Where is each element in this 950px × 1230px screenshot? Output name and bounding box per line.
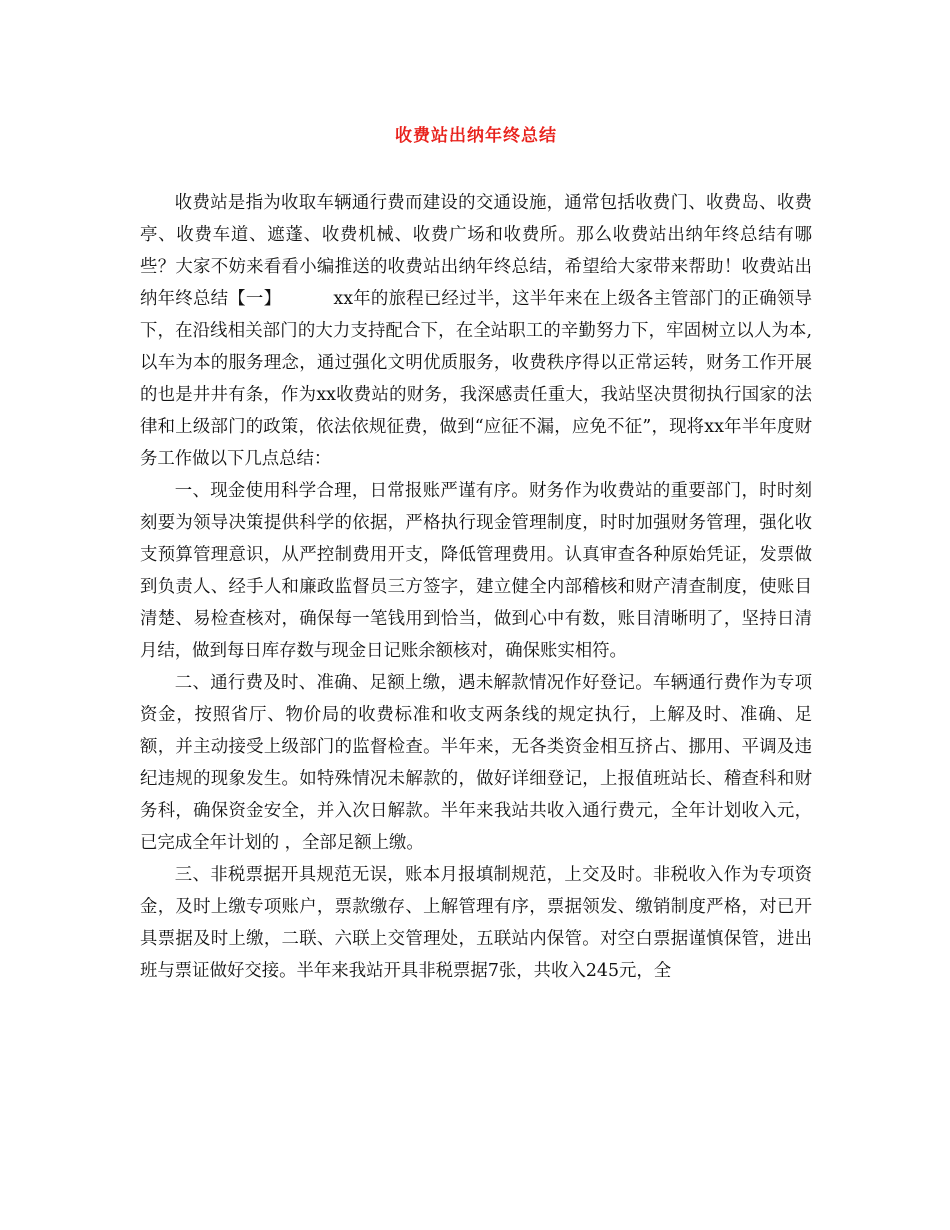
intro-paragraph bbox=[140, 187, 812, 475]
point-1-paragraph: 一、现金使用科学合理，日常报账严谨有序。财务作为收费站的重要部门，时时刻刻要为领导决策提供科学的依据，严格执行现金管理制度，时时加强财务管理，强化收支预算管理意识，从严控制费用开支，降低管理费用。认真审查各种原始凭证，发票做到负责人、经手人和廉政监督员三方签字，建立健全内部稽核和财产清查制度，使账目清楚、易检查核对，确保每一笔钱用到恰当，做到心中有数，账目清晰明了，坚持日清月结，做到每日库存数与现金日记账余额核对，确保账实相符。 bbox=[140, 481, 812, 661]
document-page bbox=[140, 120, 812, 987]
section-intro-text: xx年的旅程已经过半，这半年来在上级各主管部门的正确领导下，在沿线相关部门的大力支持配合下，在全站职工的辛勤努力下，牢固树立以人为本,以车为本的服务理念，通过强化文明优质服务，收费秩序得以正常运转，财务工作开展的也是井井有条，作为xx收费站的财务，我深感责任重大，我站坚决贯彻执行国家的法律和上级部门的政策，依法依规征费，做到“应征不漏，应免不征”，现将xx年半年度财务工作做以下几点总结： bbox=[140, 289, 812, 469]
point-3-paragraph: 三、非税票据开具规范无误，账本月报填制规范，上交及时。非税收入作为专项资金，及时上缴专项账户，票款缴存、上解管理有序，票据领发、缴销制度严格，对已开具票据及时上缴，二联、六联上交管理处，五联站内保管。对空白票据谨慎保管，进出班与票证做好交接。半年来我站开具非税票据7张，共收入245元，全 bbox=[140, 865, 812, 981]
point-2-paragraph: 二、通行费及时、准确、足额上缴，遇未解款情况作好登记。车辆通行费作为专项资金，按照省厅、物价局的收费标准和收支两条线的规定执行，上解及时、准确、足额，并主动接受上级部门的监督检查。半年来，无各类资金相互挤占、挪用、平调及违纪违规的现象发生。如特殊情况未解款的，做好详细登记，上报值班站长、稽查科和财务科，确保资金安全，并入次日解款。半年来我站共收入通行费元，全年计划收入元，已完成全年计划的 ，全部足额上缴。 bbox=[140, 673, 812, 853]
document-title: 收费站出纳年终总结 bbox=[395, 126, 557, 146]
intro-text: 收费站是指为收取车辆通行费而建设的交通设施，通常包括收费门、收费岛、收费亭、收费车道、遮蓬、收费机械、收费广场和收费所。那么收费站出纳年终总结有哪些？大家不妨来看看小编推送的收费站出纳年终总结，希望给大家带来帮助！ bbox=[140, 193, 812, 277]
section-heading: 收费站出纳年终总结【一】 bbox=[140, 257, 812, 309]
